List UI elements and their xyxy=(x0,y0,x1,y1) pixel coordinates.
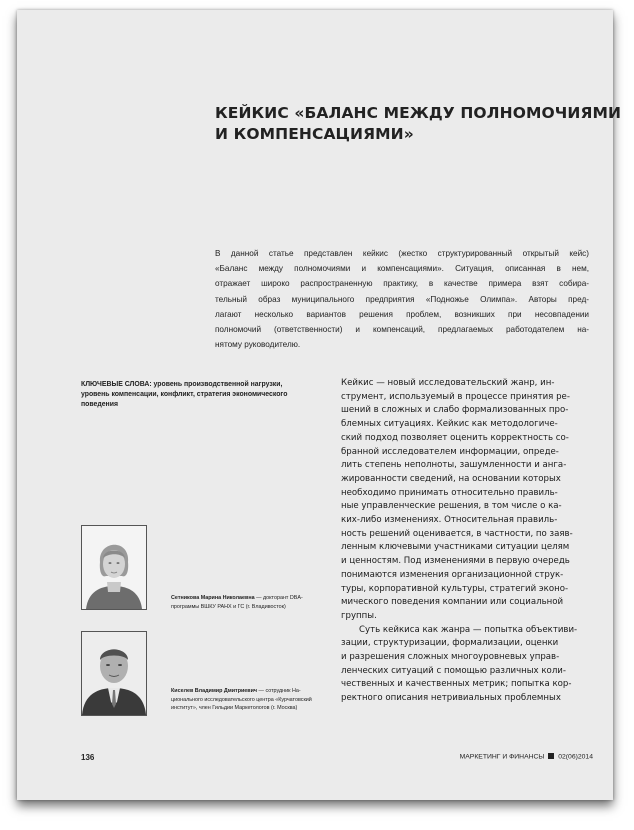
body-line: ский подход позволяет оценить корректность со- xyxy=(341,432,569,443)
abstract-line: «Баланс между полномочиями и компенсациями». Ситуация, описанная в нем, xyxy=(215,264,589,274)
body-line: и разрешения сложных многоуровневых управ- xyxy=(341,652,560,663)
square-bullet-icon xyxy=(548,753,554,759)
body-line: Кейкис — новый исследовательский жанр, ин- xyxy=(341,378,555,388)
author-photo-setnikova xyxy=(81,525,147,610)
article-abstract xyxy=(215,246,589,352)
article-body xyxy=(341,377,593,706)
keywords-line: уровень компенсации, конфликт, стратегия экономического xyxy=(81,391,288,398)
body-line: бранной исследователем информации, опреде- xyxy=(341,446,559,457)
author-affiliation: — докторант DBA- xyxy=(254,595,303,601)
body-line: ные управленческие решения, в том числе о ка- xyxy=(341,501,562,512)
body-line: шений в сложных и слабо формализованных про- xyxy=(341,405,569,416)
body-line: ленческих ситуаций с помощью различных коли- xyxy=(341,665,566,676)
author-line xyxy=(171,594,351,603)
body-line: чественных и качественных метрик; попытка кор- xyxy=(341,679,572,690)
body-line: жированности сведений, на основании которых xyxy=(341,473,561,484)
body-line: мического поведения компании или социальной xyxy=(341,597,564,608)
author-info-kiselev xyxy=(171,687,351,713)
body-line: блемных ситуациях. Кейкис как методологиче- xyxy=(341,419,558,430)
title-line: КЕЙКИС «БАЛАНС МЕЖДУ ПОЛНОМОЧИЯМИ xyxy=(215,104,622,122)
title-line: И КОМПЕНСАЦИЯМИ» xyxy=(215,125,414,143)
body-line: понимаются изменения организационной струк- xyxy=(341,569,564,580)
keywords xyxy=(81,380,321,410)
abstract-line: отражает широко распространенную практику, в качестве примера взят собира- xyxy=(215,279,589,289)
abstract-line: нятому руководителю. xyxy=(215,340,301,350)
body-line: и ценностям. Под изменениями в первую очередь xyxy=(341,556,570,567)
abstract-line: лагают несколько вариантов решения проблем, возникших при несовпадении xyxy=(215,309,589,319)
author-name: Сетникова Марина Николаевна xyxy=(171,595,255,601)
body-line: необходимо принимать относительно правиль- xyxy=(341,487,558,498)
author-line xyxy=(171,687,351,696)
abstract-line: тельный образ муниципального предприятия «Подножье Олимпа». Авторы пред- xyxy=(215,294,589,304)
journal-name: МАРКЕТИНГ И ФИНАНСЫ xyxy=(459,753,545,761)
body-line: группы. xyxy=(341,610,377,621)
keywords-line: поведения xyxy=(81,401,118,408)
journal-issue: 02(06)2014 xyxy=(558,753,593,761)
author-affiliation: программы ВШКУ РАНХ и ГС (г. Владивосток) xyxy=(171,603,286,610)
body-line: лить степень неполноты, зашумленности и анга- xyxy=(341,460,567,471)
keywords-line: КЛЮЧЕВЫЕ СЛОВА: уровень производственной нагрузки, xyxy=(81,381,283,388)
article-title xyxy=(215,103,622,145)
journal-footer xyxy=(460,753,593,761)
body-line: зации, структуризации, формализации, оценки xyxy=(341,638,559,649)
body-line: ность решений оценивается, в частности, по заяв- xyxy=(341,528,573,539)
author-affiliation: ционального исследовательского центра «Курчатовский xyxy=(171,696,312,703)
body-line: туры, корпоративной культуры, стратегий эконо- xyxy=(341,583,569,594)
body-line: ректного описания нетривиальных проблемных xyxy=(341,693,561,704)
page-number: 136 xyxy=(81,753,95,762)
body-line: струмент, используемый в процессе принятия ре- xyxy=(341,391,570,402)
author-affiliation: институт», член Гильдии Маркетологов (г. Москва) xyxy=(171,705,298,711)
author-info-setnikova xyxy=(171,594,351,611)
body-line: ких-либо изменениях. Относительная правиль- xyxy=(341,515,558,526)
author-name: Киселев Владимир Дмитриевич xyxy=(171,688,258,694)
body-line: ленным ключевыми участниками ситуации целям xyxy=(341,542,570,553)
abstract-line: В данной статье представлен кейкис (жестко структурированный открытый кейс) xyxy=(215,249,589,258)
author-affiliation: — сотрудник На- xyxy=(257,688,301,694)
author-photo-kiselev xyxy=(81,631,147,716)
journal-page xyxy=(17,10,622,800)
body-line: Суть кейкиса как жанра — попытка объективи- xyxy=(359,624,578,635)
abstract-line: полномочий (ответственности) и компенсаций, предлагаемых работодателем на- xyxy=(215,325,589,335)
